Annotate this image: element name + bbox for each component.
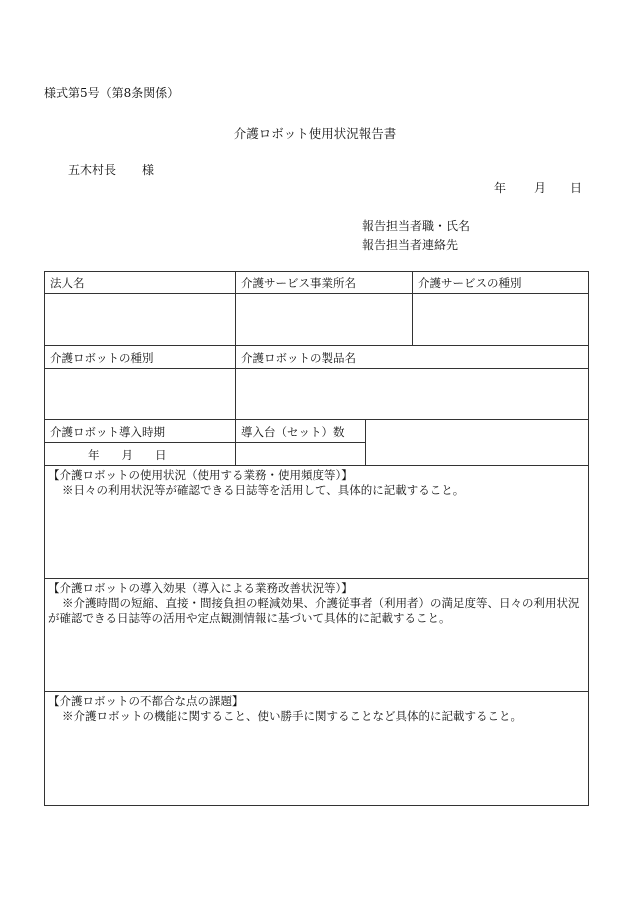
row-divider <box>44 345 589 346</box>
col-divider <box>235 419 236 466</box>
office-name-label: 介護サービス事業所名 <box>241 276 356 290</box>
intro-date-year: 年 <box>88 448 100 462</box>
intro-period-label: 介護ロボット導入時期 <box>50 425 165 439</box>
report-date <box>494 179 582 196</box>
usage-status-note: ※日々の利用状況等が確認できる日誌等を活用して、具体的に記載すること。 <box>62 483 465 497</box>
col-divider <box>412 271 413 346</box>
unit-count-label: 導入台（セット）数 <box>241 425 345 439</box>
col-divider <box>235 271 236 346</box>
intro-date-day: 日 <box>155 448 167 462</box>
row-divider <box>44 293 589 294</box>
issues-note: ※介護ロボットの機能に関すること、使い勝手に関することなど具体的に記載すること。 <box>62 709 522 723</box>
section-divider <box>44 691 589 692</box>
row-divider <box>44 442 366 443</box>
table-border-bottom <box>44 805 589 806</box>
page-title: 介護ロボット使用状況報告書 <box>233 126 397 141</box>
table-border-right <box>588 271 589 806</box>
recipient-honorific: 様 <box>142 163 155 177</box>
corp-name-label: 法人名 <box>50 276 85 290</box>
col-divider <box>365 419 366 466</box>
reporter-contact-label: 報告担当者連絡先 <box>362 238 459 252</box>
robot-product-label: 介護ロボットの製品名 <box>241 351 356 365</box>
row-divider <box>44 419 589 420</box>
robot-type-label: 介護ロボットの種別 <box>50 351 154 365</box>
date-day: 日 <box>570 181 583 195</box>
table-border-top <box>44 271 589 272</box>
row-divider <box>44 368 589 369</box>
section-divider <box>44 578 589 579</box>
intro-effect-note-line1: ※介護時間の短縮、直接・間接負担の軽減効果、介護従事者（利用者）の満足度等、日々の利用状況 <box>62 596 580 610</box>
reporter-name-label: 報告担当者職・氏名 <box>362 219 471 233</box>
col-divider <box>235 345 236 420</box>
date-year: 年 <box>494 181 507 195</box>
intro-date-month: 月 <box>121 448 133 462</box>
service-type-label: 介護サービスの種別 <box>418 276 522 290</box>
date-month: 月 <box>534 181 547 195</box>
table-border-left <box>44 271 45 806</box>
usage-status-heading: 【介護ロボットの使用状況（使用する業務・使用頻度等）】 <box>48 468 353 482</box>
intro-effect-heading: 【介護ロボットの導入効果（導入による業務改善状況等）】 <box>48 581 353 595</box>
intro-date <box>88 447 167 463</box>
row-divider <box>44 465 589 466</box>
recipient <box>68 161 154 178</box>
issues-heading: 【介護ロボットの不都合な点の課題】 <box>48 694 244 708</box>
intro-effect-note-line2: が確認できる日誌等の活用や定点観測情報に基づいて具体的に記載すること。 <box>48 611 451 625</box>
recipient-name: 五木村長 <box>68 163 117 177</box>
form-number: 様式第5号（第8条関係） <box>44 86 180 100</box>
